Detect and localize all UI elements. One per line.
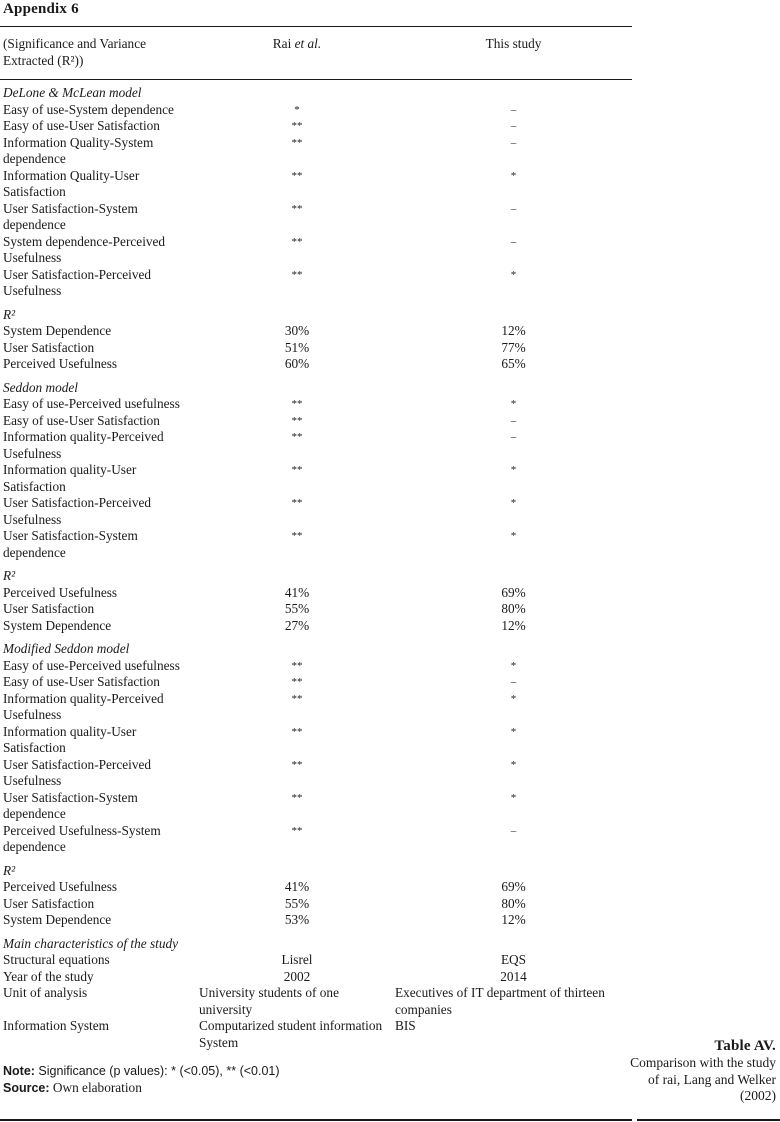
table-cell: * — [510, 268, 517, 281]
section-title-row — [3, 929, 632, 953]
table-row — [3, 102, 632, 119]
section-title: Seddon model — [3, 379, 78, 395]
header-rai-prefix: Rai — [272, 36, 295, 51]
table-row — [3, 601, 632, 618]
table-cell: 12% — [501, 323, 526, 338]
r2-title-cell — [3, 856, 632, 880]
table-cell: ** — [291, 268, 303, 281]
table-row — [3, 201, 632, 234]
header-col-significance — [3, 36, 199, 79]
table-cell: 55% — [284, 895, 310, 911]
table-row — [3, 823, 632, 856]
table-row — [3, 912, 632, 929]
table-cell: * — [510, 758, 517, 771]
row-label: Information System — [3, 1018, 109, 1033]
table-row — [3, 413, 632, 430]
table-cell: – — [510, 103, 517, 116]
section-title: Main characteristics of the study — [3, 935, 179, 951]
table-row — [3, 528, 632, 561]
source-row — [3, 1080, 632, 1097]
row-label: Easy of use-Perceived usefulness — [3, 396, 180, 411]
section-title: DeLone & McLean model — [3, 85, 142, 100]
table-row — [3, 323, 632, 340]
table-cell: ** — [291, 464, 303, 476]
table-cell: ** — [291, 431, 303, 443]
table-cell: ** — [291, 497, 303, 509]
header-col1-line1: (Significance and Variance — [3, 36, 146, 51]
row-label: Information Quality-System dependence — [3, 134, 154, 166]
table-cell: 65% — [501, 356, 526, 371]
table-row — [3, 969, 632, 986]
table-cell: 41% — [284, 584, 310, 600]
r2-title: R² — [3, 568, 16, 583]
row-label: System Dependence — [3, 323, 112, 338]
r2-title-row — [3, 561, 632, 585]
table-cell: ** — [291, 120, 303, 132]
table-cell: ** — [291, 692, 303, 705]
table-cell: * — [510, 464, 517, 476]
table-cell: 80% — [501, 601, 526, 616]
row-label: User Satisfaction-System dependence — [3, 528, 138, 560]
table-cell: ** — [291, 676, 303, 688]
table-row — [3, 896, 632, 913]
row-label: Unit of analysis — [3, 985, 88, 1000]
note-row — [3, 1051, 632, 1080]
table-cell: 30% — [284, 323, 310, 338]
table-cell: – — [510, 676, 517, 688]
table-cell: EQS — [500, 952, 527, 967]
table-cell: – — [510, 824, 517, 837]
table-cell: 41% — [284, 879, 310, 894]
table-row — [3, 691, 632, 724]
row-label: System Dependence — [3, 912, 112, 927]
header-col-this-study: This study — [485, 36, 542, 51]
source-text: Own elaboration — [49, 1079, 142, 1095]
table-cell: 2014 — [500, 968, 527, 984]
section-title-row — [3, 634, 632, 658]
table-cell: – — [510, 431, 517, 443]
table-cell: BIS — [395, 1018, 416, 1033]
table-row — [3, 674, 632, 691]
bottom-rule — [0, 1119, 632, 1121]
table-cell: University students of one university — [199, 985, 339, 1017]
row-label: Information Quality-User Satisfaction — [3, 167, 140, 199]
table-cell: 51% — [284, 339, 310, 355]
r2-title: R² — [3, 862, 16, 878]
table-cell: 77% — [501, 339, 526, 355]
row-label: System Dependence — [3, 617, 112, 633]
section-title-row — [3, 79, 632, 102]
caption-rule — [637, 1119, 780, 1121]
table-row — [3, 396, 632, 413]
table-row — [3, 135, 632, 168]
row-label: User Satisfaction — [3, 601, 95, 616]
row-label: Perceived Usefulness — [3, 879, 118, 894]
r2-title-cell — [3, 561, 632, 585]
source-label: Source: — [3, 1080, 50, 1095]
table-cell: – — [510, 235, 517, 248]
row-label: User Satisfaction-Perceived Usefulness — [3, 495, 152, 527]
table-row — [3, 1018, 632, 1051]
header-col-rai — [199, 36, 395, 79]
table-row — [3, 985, 632, 1018]
table-row — [3, 879, 632, 896]
table-cell: 53% — [284, 912, 310, 927]
row-label: Year of the study — [3, 968, 94, 984]
table-cell: ** — [291, 659, 303, 672]
row-label: User Satisfaction-Perceived Usefulness — [3, 266, 152, 298]
table-cell: * — [510, 659, 517, 672]
caption-text: Comparison with the study of rai, Lang and Welker (2002) — [630, 1054, 776, 1104]
table-cell: – — [510, 136, 517, 149]
table-caption — [626, 1038, 776, 1105]
row-label: User Satisfaction-System dependence — [3, 200, 138, 232]
row-label: User Satisfaction-System dependence — [3, 789, 138, 821]
table-cell: 69% — [501, 879, 526, 894]
row-label: Perceived Usefulness-System dependence — [3, 822, 161, 854]
table-row — [3, 658, 632, 675]
row-label: Information quality-User Satisfaction — [3, 723, 137, 755]
table-cell: 12% — [501, 617, 526, 633]
table-cell: ** — [291, 530, 303, 542]
table-cell: * — [510, 497, 517, 509]
comparison-table — [3, 36, 632, 1096]
table-cell: ** — [291, 758, 303, 771]
table-cell: 2002 — [283, 968, 311, 984]
row-label: Easy of use-User Satisfaction — [3, 118, 160, 133]
header-rai-italic: et al. — [294, 36, 322, 51]
table-row — [3, 952, 632, 969]
table-cell: ** — [291, 414, 303, 427]
table-cell: Computarized student information System — [199, 1018, 383, 1050]
row-label: Information quality-Perceived Usefulness — [3, 429, 164, 461]
table-cell: * — [510, 791, 517, 804]
row-label: Easy of use-User Satisfaction — [3, 412, 160, 428]
table-cell: * — [510, 692, 517, 705]
row-label: Easy of use-Perceived usefulness — [3, 657, 180, 673]
table-cell: – — [510, 202, 517, 215]
row-label: User Satisfaction-Perceived Usefulness — [3, 756, 152, 788]
table-row — [3, 234, 632, 267]
table-cell: ** — [291, 169, 303, 182]
row-label: Perceived Usefulness — [3, 356, 118, 371]
table-cell: ** — [291, 202, 303, 215]
table-cell: * — [294, 103, 300, 116]
table-row — [3, 724, 632, 757]
table-header-row — [3, 36, 632, 79]
table-row — [3, 118, 632, 135]
table-cell: ** — [291, 725, 303, 738]
row-label: Structural equations — [3, 952, 110, 967]
row-label: Information quality-User Satisfaction — [3, 462, 137, 494]
row-label: User Satisfaction — [3, 895, 95, 911]
note — [3, 1051, 632, 1080]
table-row — [3, 356, 632, 373]
row-label: Information quality-Perceived Usefulness — [3, 690, 164, 722]
r2-title: R² — [3, 306, 16, 322]
r2-title-row — [3, 856, 632, 880]
table-cell: ** — [291, 824, 303, 837]
table-cell: – — [510, 414, 517, 427]
header-col1-line2: Extracted (R²)) — [3, 52, 84, 68]
row-label: Easy of use-System dependence — [3, 101, 174, 117]
row-label: System dependence-Perceived Usefulness — [3, 233, 166, 265]
table-row — [3, 495, 632, 528]
table-cell: * — [510, 398, 517, 410]
source — [3, 1080, 632, 1097]
table-row — [3, 267, 632, 300]
table-cell: 27% — [284, 617, 310, 633]
row-label: Perceived Usefulness — [3, 584, 118, 600]
note-label: Note: — [3, 1064, 35, 1078]
table-row — [3, 429, 632, 462]
table-cell: ** — [291, 235, 303, 248]
table-row — [3, 585, 632, 602]
table-cell: * — [510, 725, 517, 738]
table-row — [3, 790, 632, 823]
table-cell: ** — [291, 398, 303, 410]
top-rule — [0, 26, 632, 27]
table-cell: 55% — [284, 601, 310, 616]
r2-title-cell — [3, 300, 632, 324]
r2-title-row — [3, 300, 632, 324]
table-cell: 80% — [501, 895, 526, 911]
note-text: Significance (p values): * (<0.05), ** (<0.01) — [34, 1064, 280, 1078]
caption-title: Table AV. — [714, 1038, 776, 1054]
table-cell: 69% — [501, 584, 526, 600]
table-row — [3, 618, 632, 635]
section-title-row — [3, 373, 632, 397]
table-cell: 60% — [284, 356, 310, 371]
table-cell: ** — [291, 791, 303, 804]
table-row — [3, 757, 632, 790]
appendix-heading: Appendix 6 — [3, 1, 79, 17]
table-cell: 12% — [501, 912, 526, 927]
table-cell: Lisrel — [281, 952, 313, 967]
table-cell: ** — [291, 136, 303, 149]
table-cell: Executives of IT department of thirteen companies — [395, 985, 605, 1017]
table-cell: – — [510, 120, 517, 132]
row-label: User Satisfaction — [3, 339, 95, 355]
table-row — [3, 340, 632, 357]
table-row — [3, 462, 632, 495]
table-cell: * — [510, 530, 517, 542]
section-title: Modified Seddon model — [3, 641, 130, 656]
table-row — [3, 168, 632, 201]
table-cell: * — [510, 169, 517, 182]
row-label: Easy of use-User Satisfaction — [3, 674, 160, 689]
